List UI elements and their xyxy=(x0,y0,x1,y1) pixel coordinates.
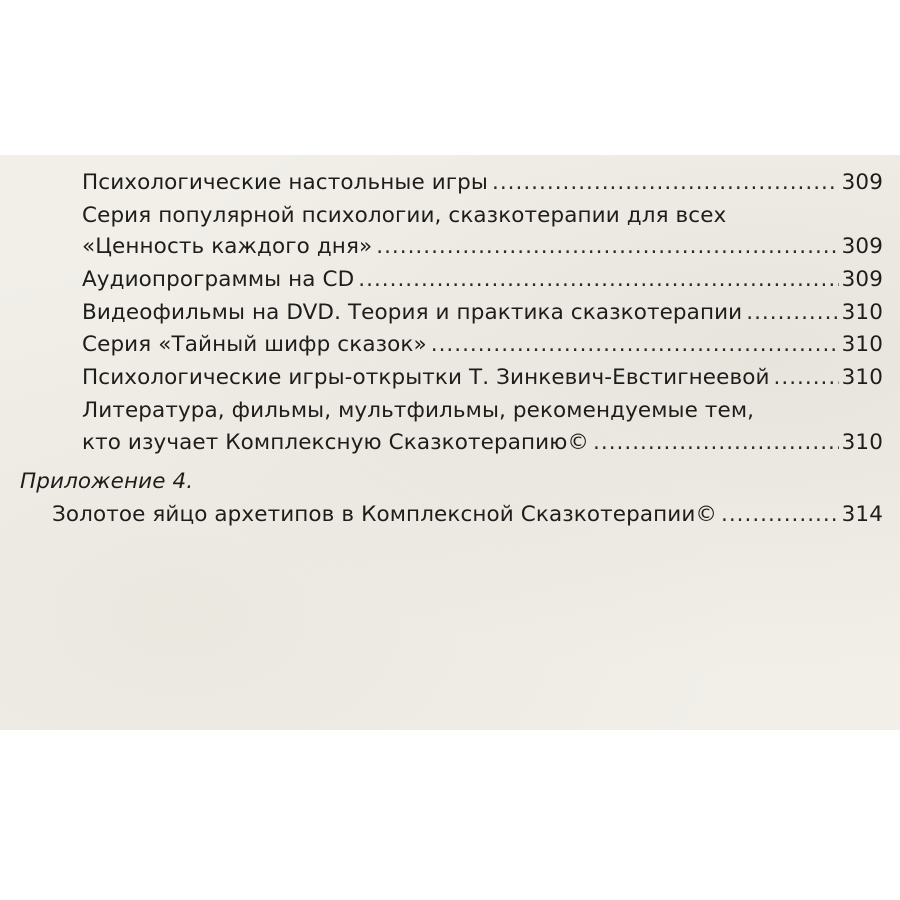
toc-leader-dots xyxy=(376,231,838,263)
toc-page-number: 309 xyxy=(841,234,883,259)
toc-entry-title: Аудиопрограммы на CD xyxy=(82,267,355,292)
toc-leader-dots xyxy=(431,329,839,361)
toc-entry-title: Серия популярной психологии, сказкотерапии для всех xyxy=(82,203,727,228)
toc-leader-dots xyxy=(492,167,839,199)
toc-entry xyxy=(82,231,883,263)
toc-leader-dots xyxy=(746,297,838,329)
toc-entry xyxy=(82,167,883,199)
toc-leader-dots xyxy=(358,264,838,296)
toc-leader-dots xyxy=(593,427,839,459)
toc-leader-dots xyxy=(774,362,839,394)
toc-page-number: 310 xyxy=(841,430,883,455)
toc-entry xyxy=(82,329,883,361)
toc-entry-title: Серия «Тайный шифр сказок» xyxy=(82,332,427,357)
toc-page-number: 314 xyxy=(841,502,883,527)
toc-entry-title: «Ценность каждого дня» xyxy=(82,234,373,259)
toc-section-heading xyxy=(20,466,883,498)
page-paper xyxy=(0,155,900,730)
toc-page-number: 310 xyxy=(841,300,883,325)
toc-entry xyxy=(82,200,883,232)
toc-entry-title: Золотое яйцо архетипов в Комплексной Сказкотерапии© xyxy=(52,502,718,527)
toc-entry xyxy=(82,264,883,296)
toc-page-number: 309 xyxy=(841,170,883,195)
toc-entry-title: Психологические игры-открытки Т. Зинкевич-Евстигнеевой xyxy=(82,365,770,390)
toc-entry-title: Литература, фильмы, мультфильмы, рекомендуемые тем, xyxy=(82,398,755,423)
toc-leader-dots xyxy=(721,499,839,531)
toc-page-number: 310 xyxy=(841,365,883,390)
toc-entry-title: Видеофильмы на DVD. Теория и практика сказкотерапии xyxy=(82,300,743,325)
toc-entry xyxy=(82,362,883,394)
toc-page-number: 310 xyxy=(841,332,883,357)
toc-entry xyxy=(82,427,883,459)
toc-entry-title: Психологические настольные игры xyxy=(82,170,489,195)
appendix-title: Приложение 4. xyxy=(20,469,194,494)
toc-page-number: 309 xyxy=(841,267,883,292)
toc-entry-title: кто изучает Комплексную Сказкотерапию© xyxy=(82,430,590,455)
toc-entry xyxy=(82,395,883,427)
toc-entry xyxy=(52,499,883,531)
toc-entry xyxy=(82,297,883,329)
